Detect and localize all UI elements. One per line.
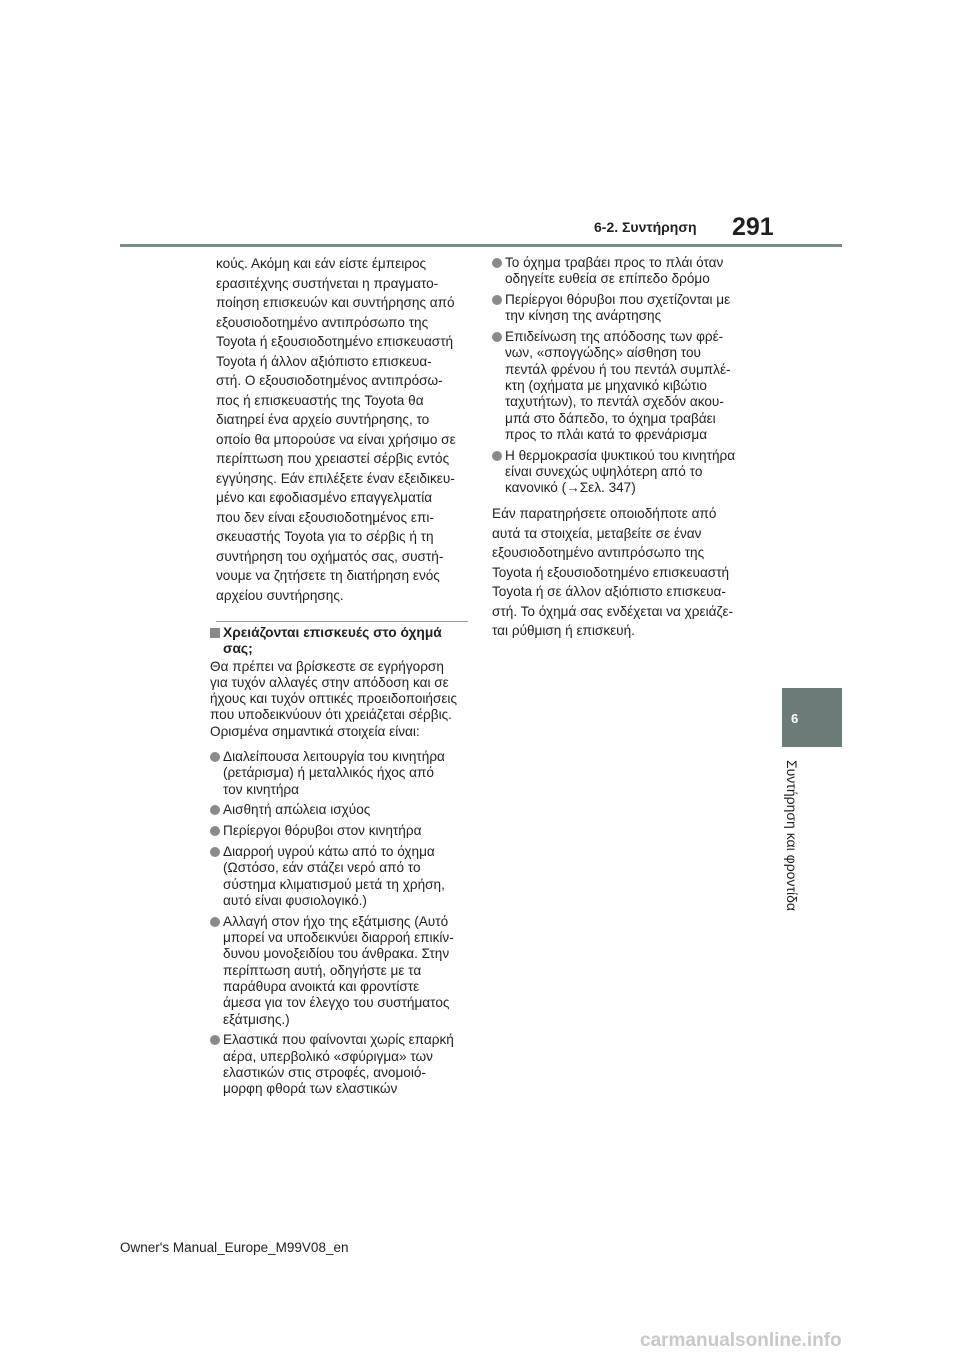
text-line: Η θερμοκρασία ψυκτικού του κινητήρα	[505, 447, 736, 463]
chapter-label: Συντήρηση και φροντίδα	[784, 760, 800, 911]
text-line: Διαλείπουσα λειτουργία του κινητήρα	[223, 749, 445, 765]
list-item	[492, 292, 735, 325]
text-line: Εάν παρατηρήσετε οποιοδήποτε από	[492, 506, 717, 521]
text-line: Toyota ή εξουσιοδοτημένο επισκευαστή	[492, 564, 730, 580]
text-line: αρχείου συντήρησης.	[216, 587, 344, 603]
text-line: αέρα, υπερβολικό «σφύριγμα» των	[223, 1048, 433, 1064]
bullet-dot-icon	[210, 1035, 220, 1045]
bullet-dot-icon	[210, 805, 220, 815]
text-line: συντήρηση του οχήματός σας, συστή-	[216, 548, 444, 564]
text-line: διατηρεί ένα αρχείο συντήρησης, το	[216, 412, 430, 427]
page-number: 291	[732, 213, 774, 241]
bullet-list	[210, 749, 457, 1097]
text-line: είναι συνεχώς υψηλότερη από το	[505, 464, 703, 480]
list-item	[210, 823, 457, 839]
text-line: άμεσα για τον έλεγχο του συστήματος	[223, 995, 450, 1011]
repairs-section	[210, 625, 457, 1102]
heading-text: Χρειάζονται επισκευές στο όχημά	[223, 625, 442, 640]
list-item	[492, 329, 735, 443]
text-line: Toyota ή σε άλλον αξιόπιστο επισκευα-	[492, 584, 726, 599]
text-line: Ορισμένα σημαντικά στοιχεία είναι:	[210, 723, 420, 739]
text-line: ερασιτέχνης συστήνεται η πραγματο-	[216, 275, 439, 291]
text-line: οποίο θα μπορούσε να είναι χρήσιμο σε	[216, 431, 456, 447]
text-line: κανονικό (→Σελ. 347)	[505, 480, 636, 496]
text-line: σύστημα κλιματισμού μετά τη χρήση,	[223, 876, 445, 892]
text-line: την κίνηση της ανάρτησης	[505, 308, 662, 324]
text-line: μορφη φθορά των ελαστικών	[223, 1081, 398, 1097]
heading-line	[210, 641, 457, 657]
text-line: τον κινητήρα	[223, 781, 300, 797]
text-line: ελαστικών στις στροφές, ανομοιό-	[223, 1064, 426, 1080]
text-line: Θα πρέπει να βρίσκεστε σε εγρήγορση	[210, 658, 444, 674]
text-line: που δεν είναι εξουσιοδοτημένος επι-	[216, 509, 434, 525]
text-line: ταχυτήτων), το πεντάλ σχεδόν ακου-	[505, 394, 724, 410]
text-line: εγγύησης. Εάν επιλέξετε έναν εξειδικευ-	[216, 470, 455, 486]
bullet-dot-icon	[492, 332, 502, 342]
text-line: μπορεί να υποδεικνύει διαρροή επικίν-	[223, 930, 454, 946]
section-title: 6-2. Συντήρηση	[594, 219, 697, 235]
text-line: Το όχημα τραβάει προς το πλάι όταν	[505, 255, 724, 270]
bullet-dot-icon	[210, 826, 220, 836]
text-line: ται ρύθμιση ή επισκευή.	[492, 623, 635, 638]
text-line: δυνου μονοξειδίου του άνθρακα. Στην	[223, 946, 450, 962]
text-line: περίπτωση αυτή, οδηγήστε με τα	[223, 962, 422, 978]
text-line: εξουσιοδοτημένο αντιπρόσωπο της	[492, 545, 705, 560]
text-line: σκευαστής Toyota για το σέρβις ή τη	[216, 529, 434, 544]
text-line: (Ωστόσο, εάν στάζει νερό από το	[223, 860, 421, 876]
heading-line	[210, 625, 457, 641]
text-line: Ελαστικά που φαίνονται χωρίς επαρκή	[223, 1032, 454, 1048]
closing-paragraph	[492, 504, 733, 641]
text-line: οδηγείτε ευθεία σε επίπεδο δρόμο	[505, 271, 710, 287]
bullet-dot-icon	[492, 258, 502, 268]
text-line: αυτό είναι φυσιολογικό.)	[223, 892, 367, 908]
text-line: Περίεργοι θόρυβοι στον κινητήρα	[223, 823, 422, 839]
chapter-tab: 6	[782, 688, 842, 747]
text-line: εξάτμισης.)	[223, 1011, 290, 1027]
text-line: Toyota ή εξουσιοδοτημένο επισκευαστή	[216, 334, 454, 349]
text-line: προς το πλάι κατά το φρενάρισμα	[505, 426, 708, 442]
square-bullet-icon	[210, 628, 220, 638]
text-line: μένο και εφοδιασμένο επαγγελματία	[216, 490, 433, 505]
bullet-dot-icon	[210, 752, 220, 762]
list-item	[492, 448, 735, 497]
text-line: κτη (οχήματα με μηχανικό κιβώτιο	[505, 378, 707, 394]
text-line: αυτά τα στοιχεία, μεταβείτε σε έναν	[492, 525, 702, 541]
text-line: ποίηση επισκευών και συντήρησης από	[216, 295, 455, 310]
text-line: στή. Ο εξουσιοδοτημένος αντιπρόσω-	[216, 373, 443, 388]
text-line: εξουσιοδοτημένο αντιπρόσωπο της	[216, 314, 429, 330]
text-line: Toyota ή άλλον αξιόπιστο επισκευα-	[216, 353, 432, 369]
text-line: για τυχόν αλλαγές στην απόδοση και σε	[210, 674, 449, 690]
list-item	[210, 844, 457, 909]
text-line: νων, «σπογγώδης» αίσθηση του	[505, 345, 701, 361]
text-line: Διαρροή υγρού κάτω από το όχημα	[223, 844, 435, 860]
bullet-dot-icon	[210, 847, 220, 857]
text-line: Επιδείνωση της απόδοσης των φρέ-	[505, 329, 724, 345]
text-line: Αισθητή απώλεια ισχύος	[223, 802, 371, 818]
text-line: στή. Το όχημά σας ενδέχεται να χρειάζε-	[492, 603, 734, 619]
text-line: που υποδεικνύουν ότι χρειάζεται σέρβις.	[210, 707, 452, 723]
text-line: μπά στο δάπεδο, το όχημα τραβάει	[505, 410, 716, 426]
right-column	[492, 255, 735, 501]
watermark: carmanualsonline.info	[640, 1330, 842, 1351]
text-line: Περίεργοι θόρυβοι που σχετίζονται με	[505, 292, 731, 308]
text-line: περίπτωση που χρειαστεί σέρβις εντός	[216, 451, 450, 466]
section-heading	[210, 625, 457, 658]
section-divider	[216, 621, 468, 622]
list-item	[210, 749, 457, 798]
bullet-list	[492, 255, 735, 497]
text-line: παράθυρα ανοικτά και φροντίστε	[223, 978, 420, 994]
text-line: Αλλαγή στον ήχο της εξάτμισης (Αυτό	[223, 913, 449, 929]
list-item	[210, 1032, 457, 1097]
bullet-dot-icon	[210, 917, 220, 927]
text-line: πος ή επισκευαστής της Toyota θα	[216, 392, 424, 408]
list-item	[210, 914, 457, 1028]
bullet-dot-icon	[492, 295, 502, 305]
list-item	[492, 255, 735, 288]
bullet-dot-icon	[492, 451, 502, 461]
list-item	[210, 802, 457, 818]
text-line: κούς. Ακόμη και εάν είστε έμπειρος	[216, 256, 427, 271]
text-line: ήχους και τυχόν οπτικές προειδοποιήσεις	[210, 691, 458, 707]
header-divider	[120, 244, 842, 247]
section-paragraph	[210, 659, 457, 740]
text-line: (ρετάρισμα) ή μεταλλικός ήχος από	[223, 765, 434, 781]
intro-paragraph	[216, 254, 456, 605]
text-line: νουμε να ζητήσετε τη διατήρηση ενός	[216, 568, 440, 583]
text-line: πεντάλ φρένου ή του πεντάλ συμπλέ-	[505, 361, 731, 377]
heading-text: σας;	[223, 641, 253, 657]
footer-text: Owner's Manual_Europe_M99V08_en	[120, 1240, 349, 1255]
